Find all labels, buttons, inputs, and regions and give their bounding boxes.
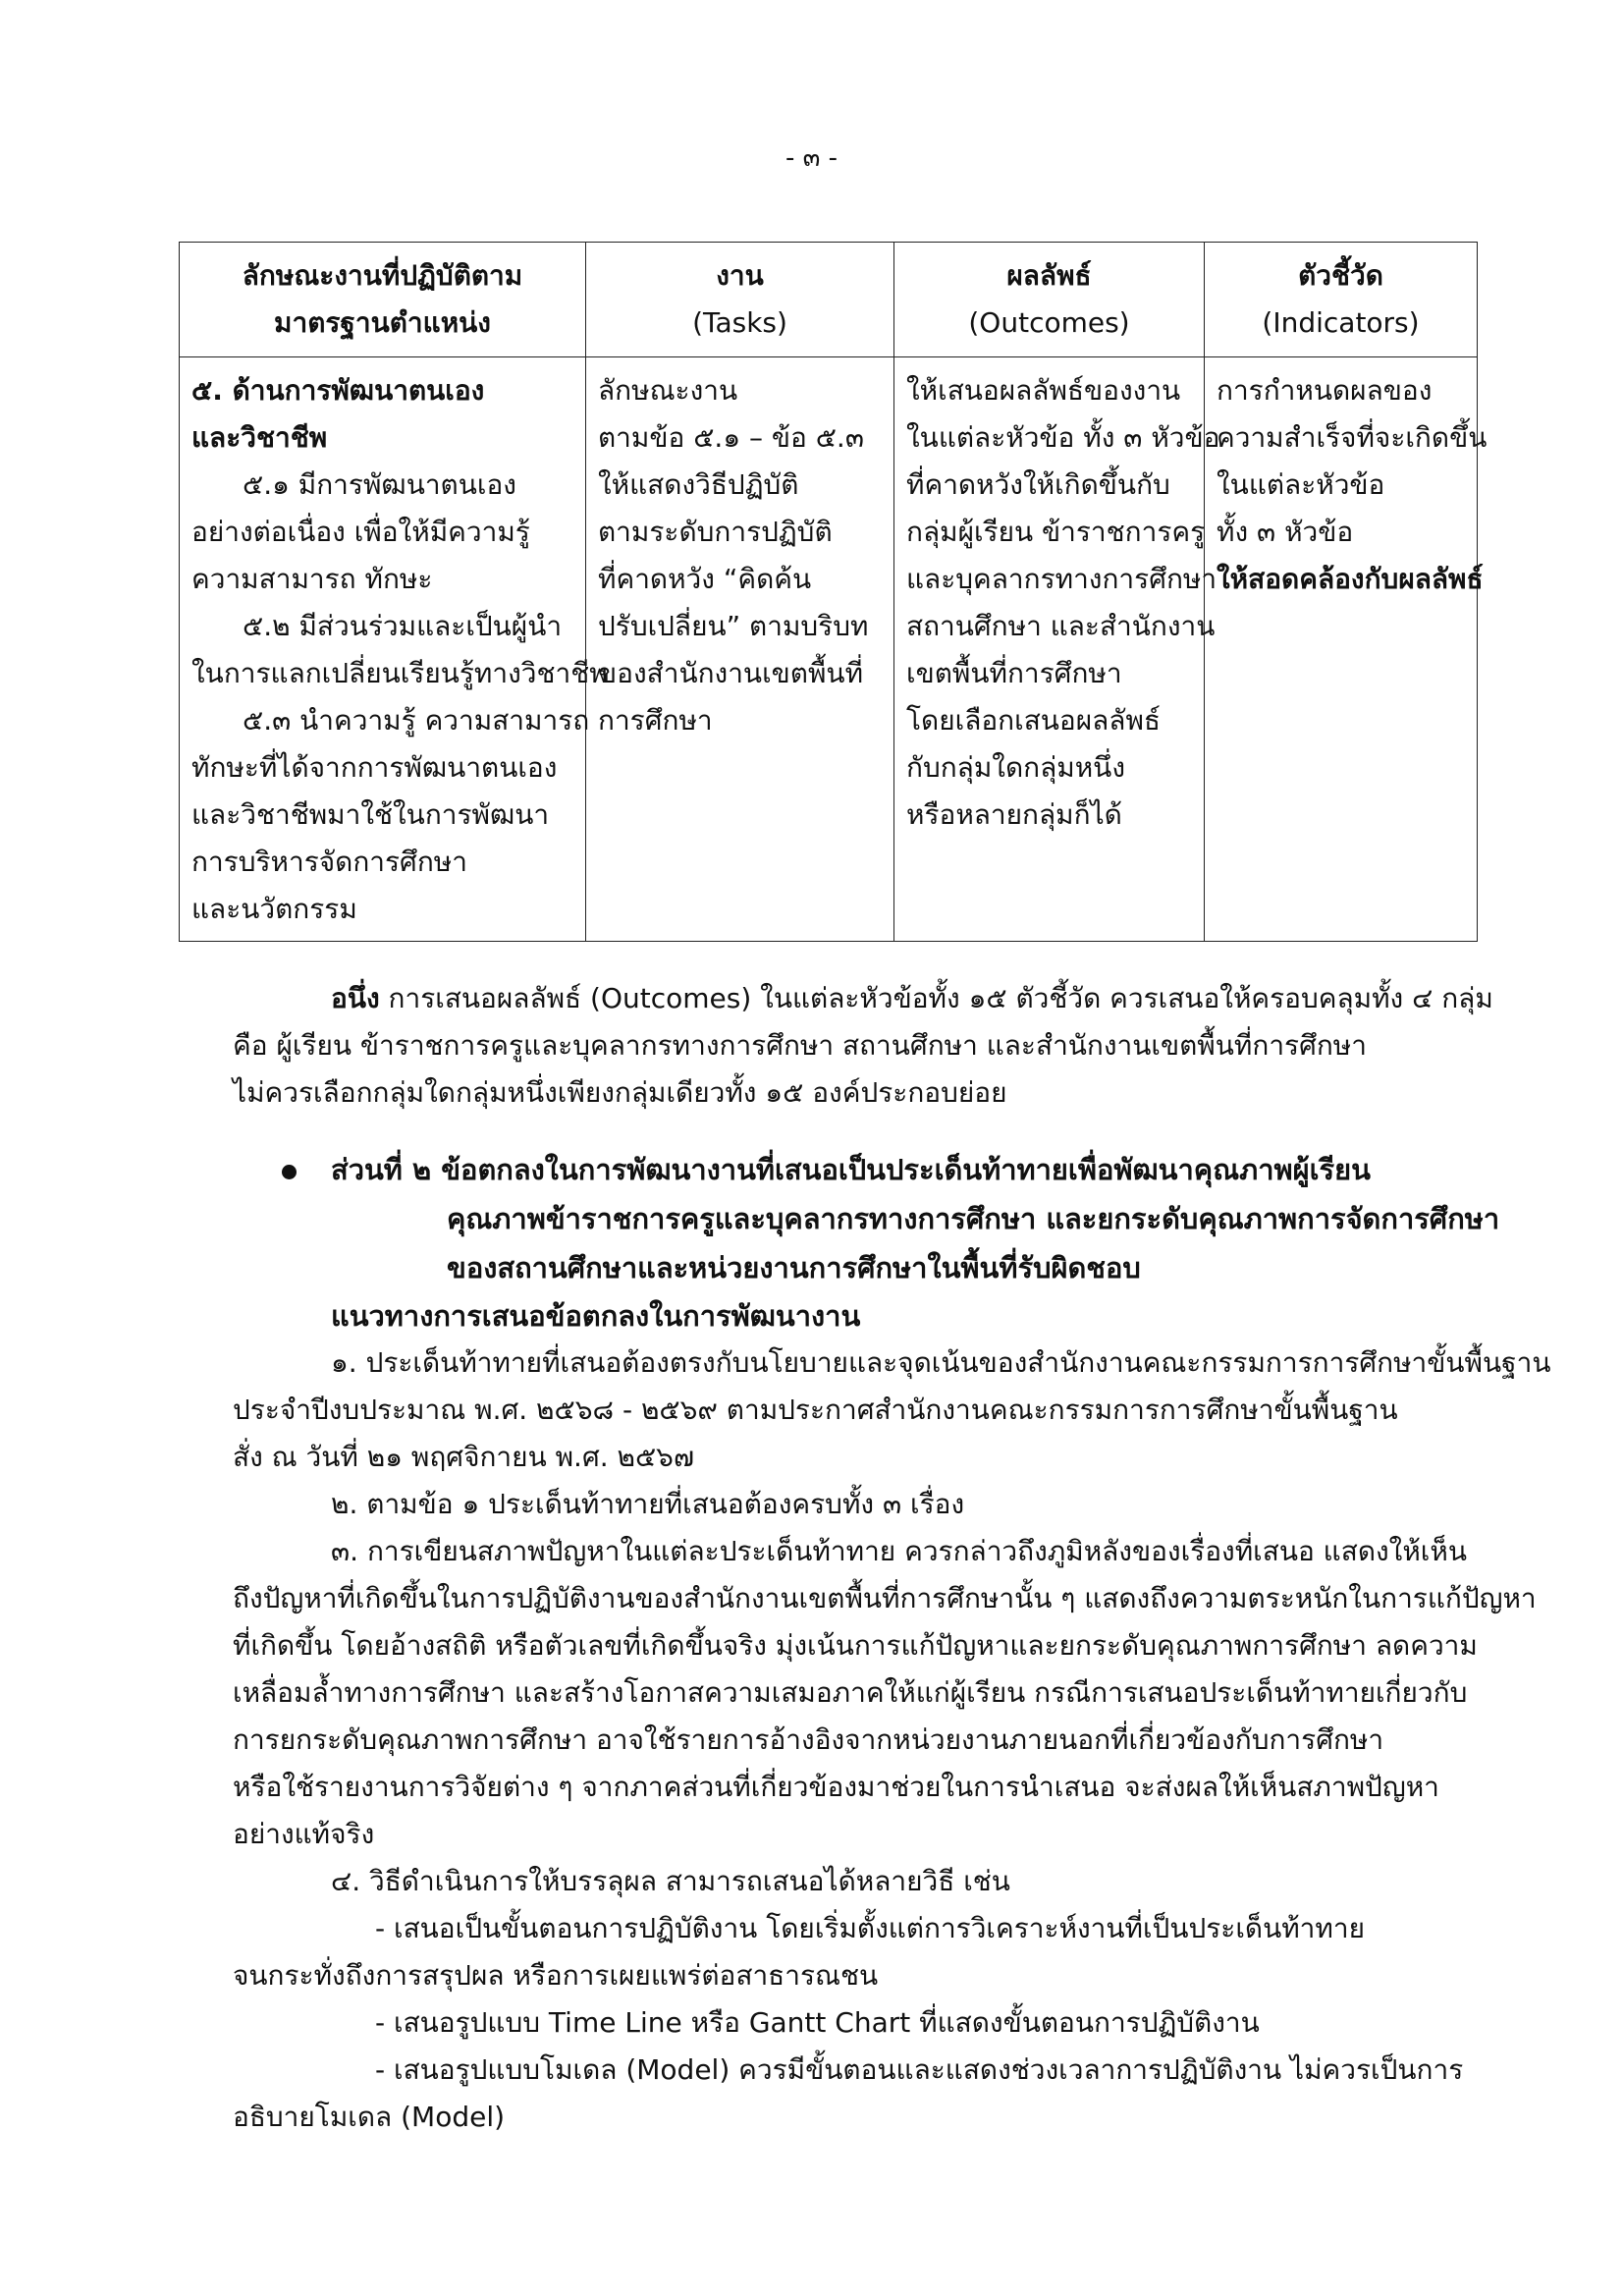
- cell-line: ให้สอดคล้องกับผลลัพธ์: [1217, 563, 1484, 595]
- cell-line: ความสามารถ ทักษะ: [191, 563, 433, 595]
- header-indicators: ตัวชี้วัด (Indicators): [1205, 243, 1478, 357]
- cell-tasks: [586, 357, 894, 942]
- cell-line: ทักษะที่ได้จากการพัฒนาตนเอง: [191, 751, 558, 784]
- guideline-line: หรือใช้รายงานการวิจัยต่าง ๆ จากภาคส่วนที่เกี่ยวข้องมาช่วยในการนำเสนอ จะส่งผลให้เห็นสภาพปัญหา: [233, 1771, 1439, 1803]
- cell-line: และนวัตกรรม: [191, 893, 357, 925]
- cell-line: เขตพื้นที่การศึกษา: [906, 657, 1122, 689]
- header-outcomes: ผลลัพธ์ (Outcomes): [894, 243, 1205, 357]
- guideline-line: การยกระดับคุณภาพการศึกษา อาจใช้รายการอ้างอิงจากหน่วยงานภายนอกที่เกี่ยวข้องกับการศึกษา: [233, 1723, 1384, 1756]
- cell-indicators: [1205, 357, 1488, 942]
- guideline-line: ๒. ตามข้อ ๑ ประเด็นท้าทายที่เสนอต้องครบทั้ง ๓ เรื่อง: [331, 1488, 965, 1520]
- header-tasks: งาน (Tasks): [586, 243, 894, 357]
- cell-line: ๕.๓ นำความรู้ ความสามารถ: [243, 704, 590, 737]
- section-2-heading: [233, 1145, 1500, 1292]
- cell-line: ทั้ง ๓ หัวข้อ: [1217, 516, 1354, 548]
- guidelines: [233, 1292, 1551, 2141]
- cell-line: การบริหารจัดการศึกษา: [191, 846, 467, 878]
- guideline-line: ถึงปัญหาที่เกิดขึ้นในการปฏิบัติงานของสำนักงานเขตพื้นที่การศึกษานั้น ๆ แสดงถึงความตระหนักในการแก้ปัญหา: [233, 1582, 1537, 1614]
- cell-line: โดยเลือกเสนอผลลัพธ์: [906, 704, 1162, 737]
- cell-line: ที่คาดหวัง “คิดค้น: [598, 563, 812, 595]
- cell-line: ความสำเร็จที่จะเกิดขึ้น: [1217, 421, 1488, 454]
- cell-line: การศึกษา: [598, 704, 713, 737]
- guideline-line: อย่างแท้จริง: [233, 1818, 375, 1850]
- cell-line: ในการแลกเปลี่ยนเรียนรู้ทางวิชาชีพ: [191, 657, 608, 689]
- cell-line: และวิชาชีพ: [191, 421, 328, 454]
- cell-line: และบุคลากรทางการศึกษา: [906, 563, 1217, 595]
- guideline-line: - เสนอเป็นขั้นตอนการปฏิบัติงาน โดยเริ่มตั้งแต่การวิเคราะห์งานที่เป็นประเด็นท้าทาย: [375, 1912, 1365, 1944]
- section-line: ส่วนที่ ๒ ข้อตกลงในการพัฒนางานที่เสนอเป็นประเด็นท้าทายเพื่อพัฒนาคุณภาพผู้เรียน: [331, 1153, 1371, 1186]
- guideline-line: ๔. วิธีดำเนินการให้บรรลุผล สามารถเสนอได้หลายวิธี เช่น: [331, 1865, 1010, 1897]
- guideline-line: ประจำปีงบประมาณ พ.ศ. ๒๕๖๘ - ๒๕๖๙ ตามประกาศสำนักงานคณะกรรมการการศึกษาขั้นพื้นฐาน: [233, 1394, 1398, 1426]
- guideline-line: ๓. การเขียนสภาพปัญหาในแต่ละประเด็นท้าทาย ควรกล่าวถึงภูมิหลังของเรื่องที่เสนอ แสดงให้เห็น: [331, 1535, 1467, 1567]
- cell-line: ๕.๒ มีส่วนร่วมและเป็นผู้นำ: [243, 610, 563, 642]
- cell-line: ปรับเปลี่ยน” ตามบริบท: [598, 610, 869, 642]
- cell-outcomes: [894, 357, 1220, 942]
- cell-standard: [180, 357, 608, 942]
- note-paragraph: [233, 975, 1493, 1117]
- note-line: ไม่ควรเลือกกลุ่มใดกลุ่มหนึ่งเพียงกลุ่มเดียวทั้ง ๑๕ องค์ประกอบย่อย: [233, 1076, 1007, 1109]
- cell-line: ลักษณะงาน: [598, 374, 738, 407]
- guidelines-heading: แนวทางการเสนอข้อตกลงในการพัฒนางาน: [331, 1299, 861, 1333]
- guideline-line: เหลื่อมล้ำทางการศึกษา และสร้างโอกาสความเสมอภาคให้แก่ผู้เรียน กรณีการเสนอประเด็นท้าทายเกี่ยวกับ: [233, 1676, 1468, 1709]
- guideline-line: - เสนอรูปแบบโมเดล (Model) ควรมีขั้นตอนและแสดงช่วงเวลาการปฏิบัติงาน ไม่ควรเป็นการ: [375, 2053, 1464, 2086]
- cell-line: ของสำนักงานเขตพื้นที่: [598, 657, 864, 689]
- header-standard: ลักษณะงานที่ปฏิบัติตาม มาตรฐานตำแหน่ง: [180, 243, 586, 357]
- guideline-line: อธิบายโมเดล (Model): [233, 2101, 506, 2133]
- cell-line: ในแต่ละหัวข้อ ทั้ง ๓ หัวข้อ: [906, 421, 1220, 454]
- standards-table: [179, 242, 1488, 942]
- cell-line: ให้แสดงวิธีปฏิบัติ: [598, 468, 799, 501]
- cell-line: ๕.๑ มีการพัฒนาตนเอง: [243, 468, 516, 501]
- guideline-line: สั่ง ณ วันที่ ๒๑ พฤศจิกายน พ.ศ. ๒๕๖๗: [233, 1441, 695, 1473]
- cell-line: ในแต่ละหัวข้อ: [1217, 468, 1385, 501]
- cell-line: อย่างต่อเนื่อง เพื่อให้มีความรู้: [191, 516, 530, 548]
- guideline-line: ๑. ประเด็นท้าทายที่เสนอต้องตรงกับนโยบายและจุดเน้นของสำนักงานคณะกรรมการการศึกษาขั้นพื้นฐาน: [331, 1346, 1551, 1379]
- note-lead: อนึ่ง: [331, 982, 380, 1014]
- cell-line: ตามข้อ ๕.๑ – ข้อ ๕.๓: [598, 421, 864, 454]
- note-line: การเสนอผลลัพธ์ (Outcomes) ในแต่ละหัวข้อทั้ง ๑๕ ตัวชี้วัด ควรเสนอให้ครอบคลุมทั้ง ๔ กลุ่ม: [379, 982, 1493, 1014]
- note-line: คือ ผู้เรียน ข้าราชการครูและบุคลากรทางการศึกษา สถานศึกษา และสำนักงานเขตพื้นที่การศึกษา: [233, 1029, 1367, 1062]
- cell-line: กับกลุ่มใดกลุ่มหนึ่ง: [906, 751, 1125, 784]
- cell-line: ๕. ด้านการพัฒนาตนเอง: [191, 374, 485, 407]
- section-line: คุณภาพข้าราชการครูและบุคลากรทางการศึกษา และยกระดับคุณภาพการจัดการศึกษา: [447, 1202, 1500, 1235]
- table-row: [180, 357, 1478, 942]
- cell-line: ให้เสนอผลลัพธ์ของงาน: [906, 374, 1181, 407]
- table-header-row: [180, 243, 1478, 357]
- cell-line: ตามระดับการปฏิบัติ: [598, 516, 833, 548]
- guideline-line: - เสนอรูปแบบ Time Line หรือ Gantt Chart ที่แสดงขั้นตอนการปฏิบัติงาน: [375, 2006, 1260, 2039]
- cell-line: สถานศึกษา และสำนักงาน: [906, 610, 1216, 642]
- guideline-line: ที่เกิดขึ้น โดยอ้างสถิติ หรือตัวเลขที่เกิดขึ้นจริง มุ่งเน้นการแก้ปัญหาและยกระดับคุณภาพการศึกษา ลดความ: [233, 1629, 1478, 1662]
- cell-line: ที่คาดหวังให้เกิดขึ้นกับ: [906, 468, 1170, 501]
- page-number: - ๓ -: [784, 143, 839, 173]
- guidelines-body: [233, 1339, 1551, 2141]
- cell-line: กลุ่มผู้เรียน ข้าราชการครู: [906, 516, 1206, 548]
- cell-line: การกำหนดผลของ: [1217, 374, 1433, 407]
- bullet-icon: [282, 1165, 297, 1179]
- cell-line: และวิชาชีพมาใช้ในการพัฒนา: [191, 798, 550, 831]
- section-line: ของสถานศึกษาและหน่วยงานการศึกษาในพื้นที่รับผิดชอบ: [447, 1251, 1141, 1285]
- guideline-line: จนกระทั่งถึงการสรุปผล หรือการเผยแพร่ต่อสาธารณชน: [233, 1959, 879, 1992]
- cell-line: หรือหลายกลุ่มก็ได้: [906, 798, 1122, 831]
